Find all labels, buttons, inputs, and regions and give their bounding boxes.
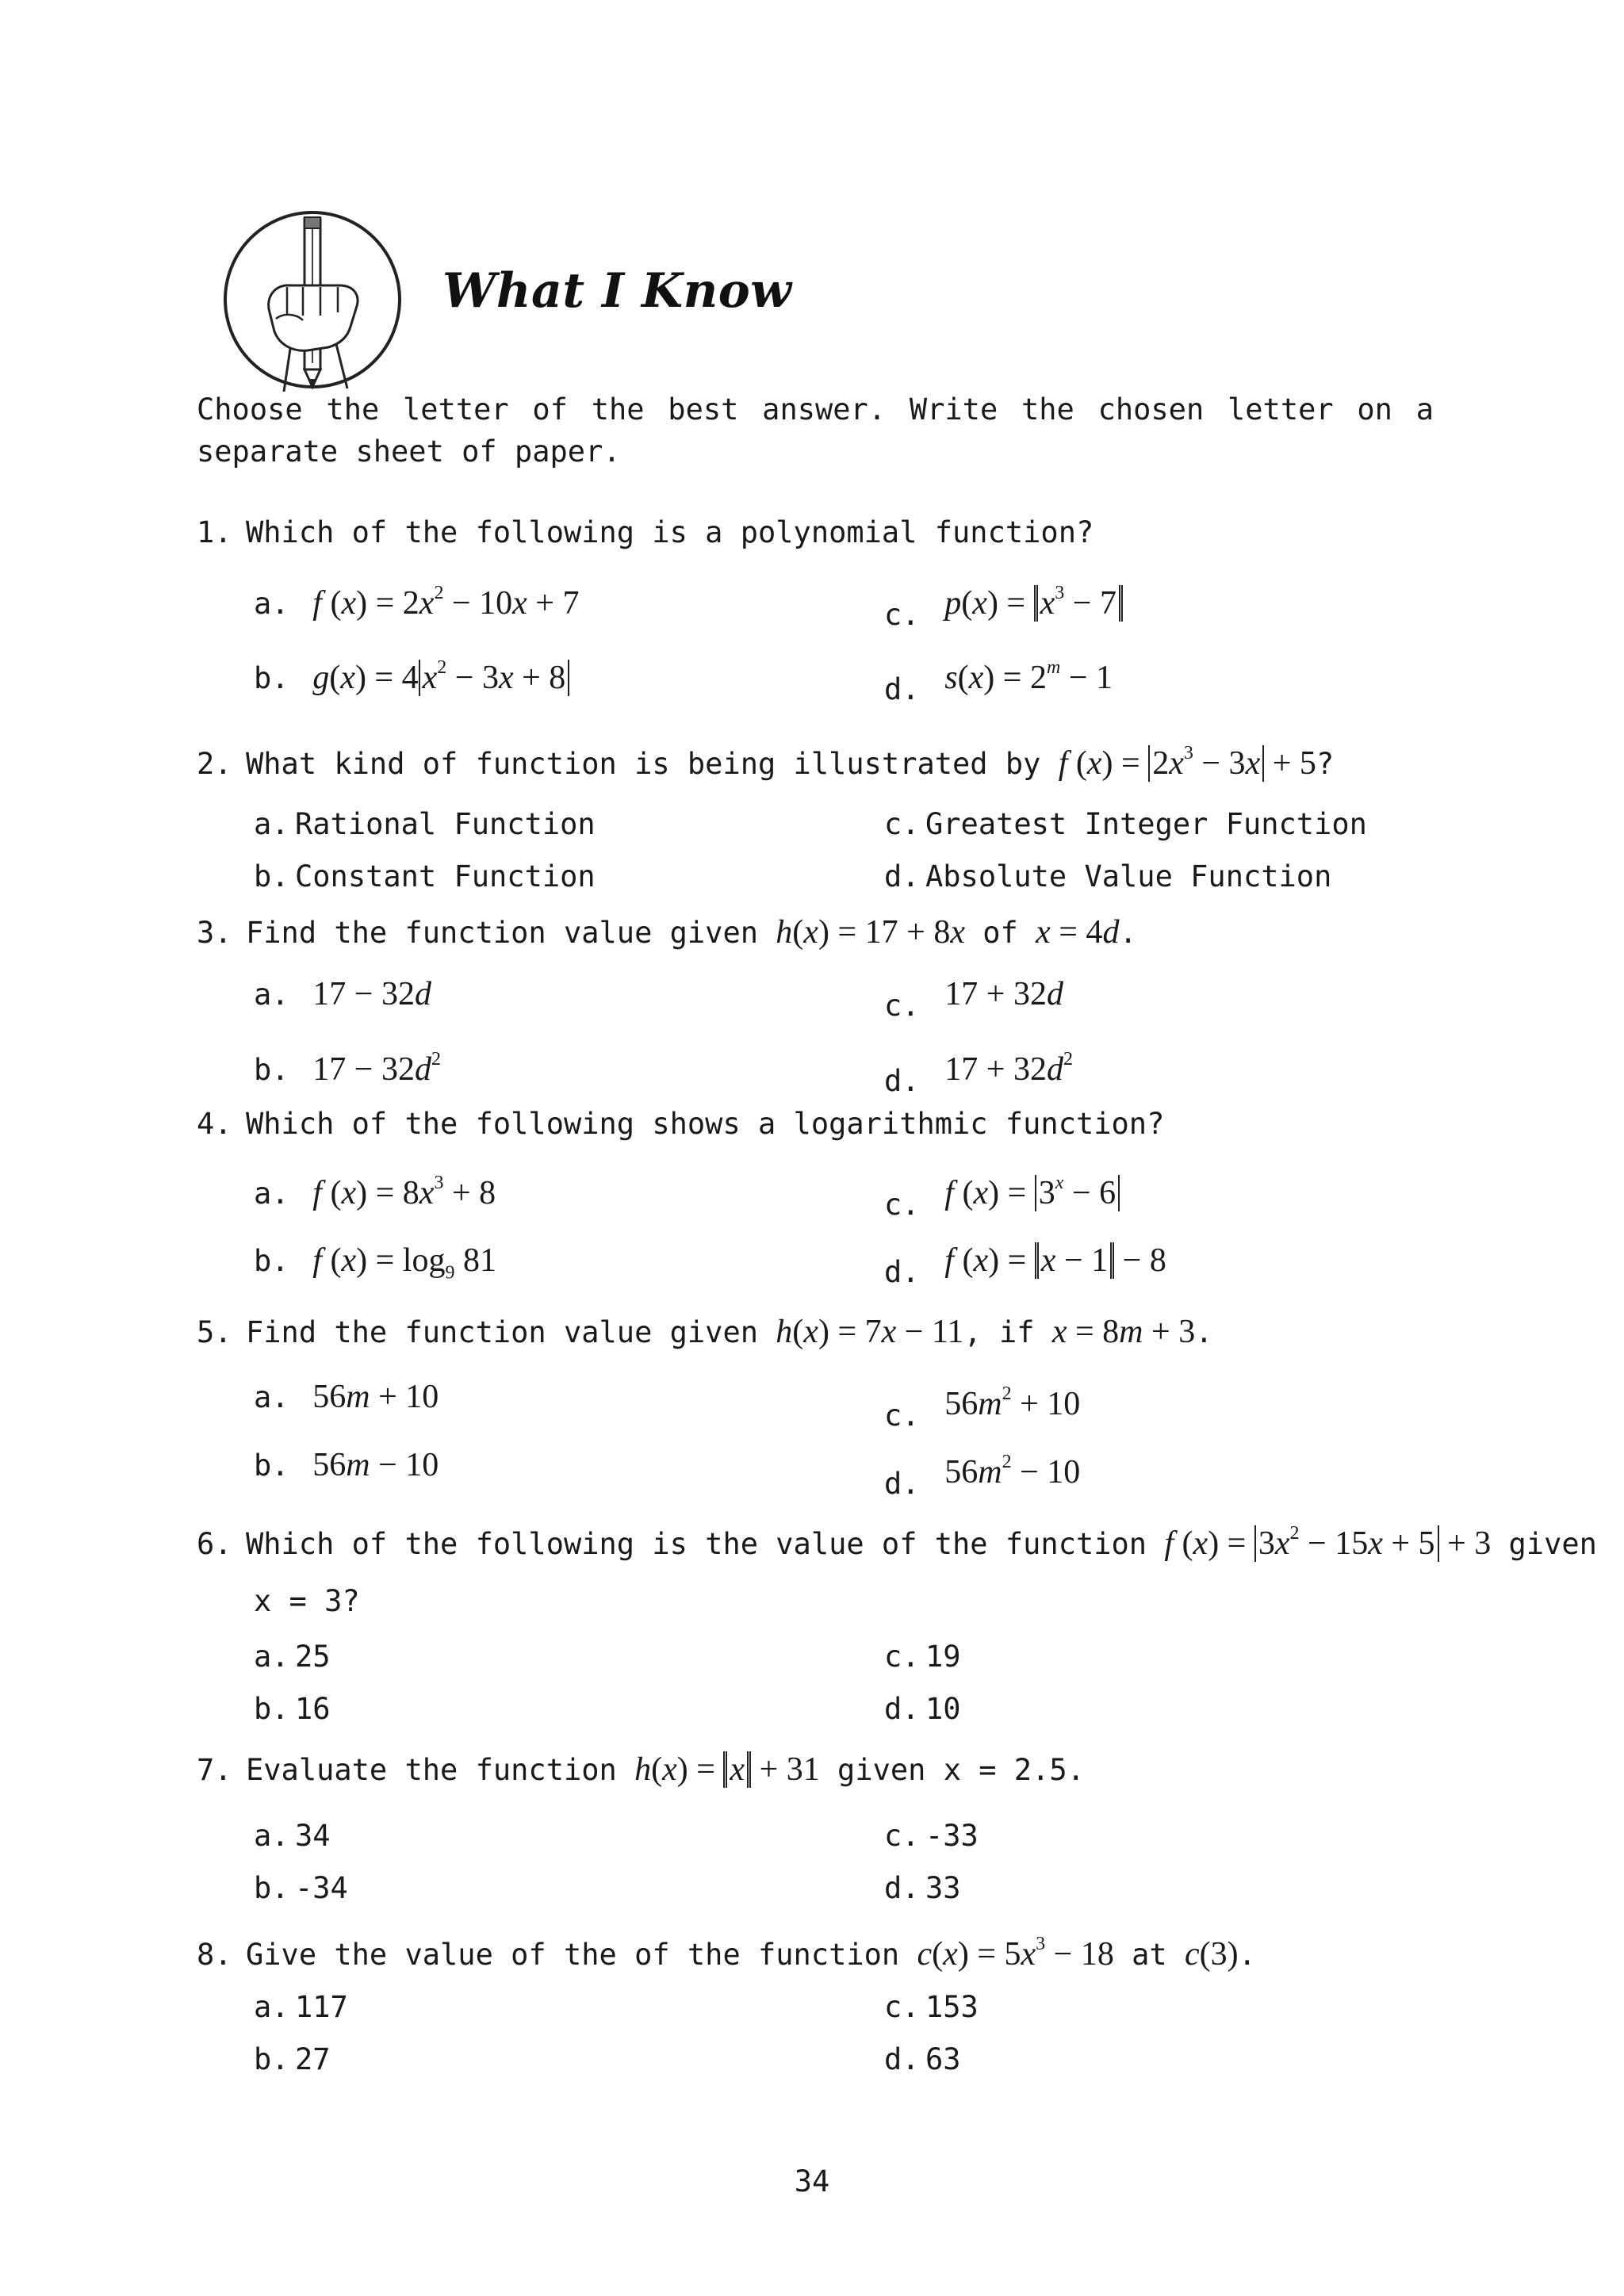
choice-5d[interactable]: d. $56m^2 - 10$ [884,1452,1081,1501]
choice-4d[interactable]: d. f (x) = x − 1 − 8 [884,1242,1166,1289]
choice-5a[interactable]: a. 56m + 10 [254,1379,439,1415]
choice-4a[interactable]: a. f $(x) = 8x^3 + 8$ [254,1173,496,1211]
choice-6c[interactable]: c. 19 [884,1640,961,1674]
choice-7a[interactable]: a. 34 [254,1819,331,1853]
choice-3c[interactable]: c. 17 + 32d [884,976,1063,1023]
question-5: 5. Find the function value given h(x) = 7x − 11, if x = 8m + 3. [197,1314,1213,1350]
choice-6a[interactable]: a. 25 [254,1640,331,1674]
choice-1a[interactable]: a. f $(x) = 2x^2 - 10x + 7$ [254,583,580,622]
choice-1c[interactable]: c. $p(x) = x^3 - 7$ [884,577,1123,623]
question-number: 1. [197,515,232,549]
question-6: 6. Which of the following is the value of the function f $(x) = 3x^2 - 15x + 5 + 3$ given [197,1523,1597,1562]
choice-math: g(x) = 4 $x^2 - 3x + 8$ [312,660,569,696]
choice-4b[interactable]: b. f $(x) = \log_9 81$ [254,1242,496,1284]
page-number: 34 [794,2164,830,2198]
question-6-continuation: x = 3? [254,1584,360,1618]
choice-math: $p(x) = x^3 - 7$ [944,585,1123,622]
choice-7b[interactable]: b. -34 [254,1871,348,1905]
hand-holding-pencil-icon [220,208,404,392]
question-3: 3. Find the function value given h(x) = 17 + 8x of x = 4d. [197,914,1137,951]
choice-2c[interactable]: c. Greatest Integer Function [884,807,1367,841]
choice-5c[interactable]: c. $56m^2 + 10$ [884,1383,1081,1433]
choice-4c[interactable]: c. f $(x) = 3^x - 6$ [884,1167,1120,1213]
choice-6b[interactable]: b. 16 [254,1692,331,1726]
question-7: 7. Evaluate the function h(x) = x + 31 given x = 2.5. [197,1751,1085,1788]
choice-3a[interactable]: a. 17 − 32d [254,976,431,1012]
choice-math: $s(x) = 2^m - 1$ [944,657,1113,696]
choice-1b[interactable]: b. g(x) = 4 $x^2 - 3x + 8$ [254,652,569,698]
question-text: Which of the following is a polynomial function? [246,515,1094,549]
choice-2b[interactable]: b. Constant Function [254,859,596,894]
instructions-text: Choose the letter of the best answer. Write the chosen letter on a separate sheet of paper. [197,392,1434,469]
choice-8b[interactable]: b. 27 [254,2042,331,2076]
choice-2a[interactable]: a. Rational Function [254,807,596,841]
choice-7c[interactable]: c. -33 [884,1819,979,1853]
choice-8d[interactable]: d. 63 [884,2042,961,2076]
choice-1d[interactable]: d. $s(x) = 2^m - 1$ [884,657,1113,706]
choice-3b[interactable]: b. $17 - 32d^2$ [254,1049,441,1088]
page-title: What I Know [442,263,792,319]
choice-math: f $(x) = 2x^2 - 10x + 7$ [312,583,580,622]
choice-8c[interactable]: c. 153 [884,1990,979,2024]
choice-7d[interactable]: d. 33 [884,1871,961,1905]
choice-6d[interactable]: d. 10 [884,1692,961,1726]
question-1 [197,514,1094,552]
question-2: 2. What kind of function is being illustrated by f $(x) = 2x^3 - 3x + 5$? [197,743,1335,782]
choice-8a[interactable]: a. 117 [254,1990,348,2024]
choice-2d[interactable]: d. Absolute Value Function [884,859,1332,894]
question-4: 4. Which of the following shows a logarithmic function? [197,1107,1165,1141]
question-8: 8. Give the value of the of the function $c(x) = 5x^3 - 18$ at c(3). [197,1934,1256,1973]
choice-5b[interactable]: b. 56m − 10 [254,1447,439,1483]
choice-3d[interactable]: d. $17 + 32d^2$ [884,1049,1073,1098]
question-math: f $(x) = 2x^3 - 3x + 5$ [1058,743,1316,782]
